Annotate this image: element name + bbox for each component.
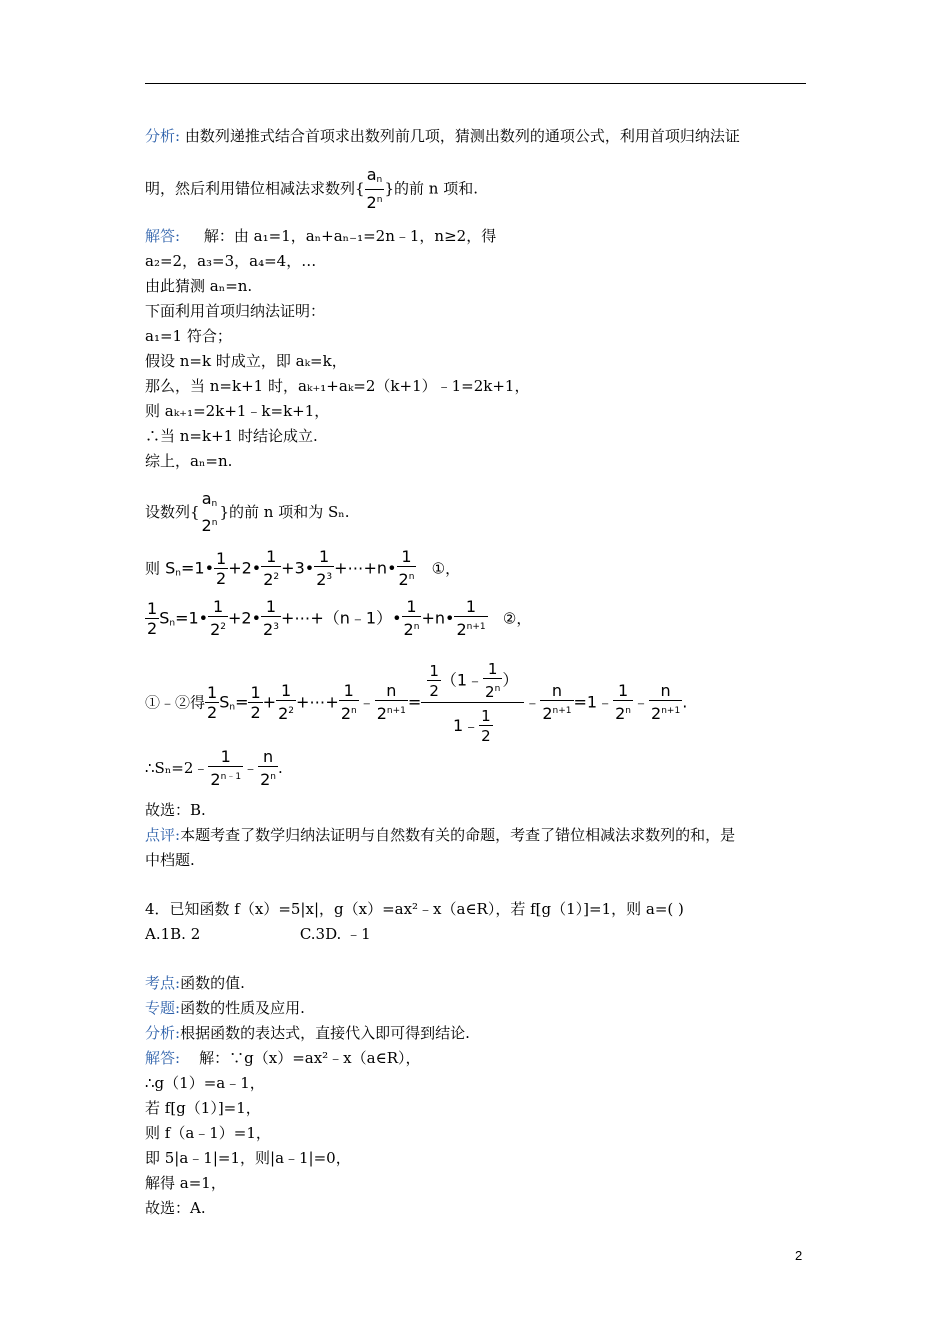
options-cd: C.3D. ﹣1 xyxy=(299,925,371,943)
zhuanti-line xyxy=(145,998,305,1018)
solution-text-10: 综上，aₙ=n. xyxy=(145,452,233,470)
page-number: 2 xyxy=(795,1248,803,1263)
solution-2-text-1: 解：∵g（x）=ax²﹣x（a∈R）， xyxy=(199,1049,421,1067)
analysis-line-2 xyxy=(145,166,478,213)
solution-tag: 解答: xyxy=(145,227,181,245)
solution-2-text-6: 解得 a=1， xyxy=(145,1174,226,1192)
solution-2-text-2: ∴g（1）=a﹣1， xyxy=(145,1074,265,1092)
analysis-2-text: 根据函数的表达式，直接代入即可得到结论. xyxy=(180,1024,470,1042)
analysis-text-2a: 明，然后利用错位相减法求数列{ xyxy=(145,179,365,198)
eq1-prefix: 则 xyxy=(145,559,161,578)
solution-text-11 xyxy=(145,490,350,536)
solution-2-text-5: 即 5|a﹣1|=1，则|a﹣1|=0， xyxy=(145,1149,351,1167)
solution-2-text-7: 故选：A. xyxy=(145,1199,206,1217)
equation-1: 则 $S_n=1•$ $\frac{1}{2}$ +2• $\frac{1}{2^2}$ +3• $\frac{1}{2^3}$ +⋯+n• $\frac{1}{2^n}$ ①， xyxy=(145,547,461,589)
analysis-tag: 分析: xyxy=(145,127,181,145)
solution-text-6: 假设 n=k 时成立，即 aₖ=k， xyxy=(145,352,347,370)
equation-3: ①﹣②得 $\frac{1}{2}$ $S_n=$ $\frac{1}{2}$ + $\frac{1}{2^2}$ +⋯+ $\frac{1}{2^n}$ ﹣ $\frac{n}{2^{n+1}}$ = $\frac{1}{2}$ （1﹣ $\frac{1}{2^n}$ ） 1﹣ $\frac{1}{2}$ ﹣ $\frac{n}{2^{n+1}}$ =1﹣ $\frac{1}{2^n}$ ﹣ $\frac{n}{2^{n+1}}$ . xyxy=(145,660,688,745)
solution-text-8: 则 aₖ₊₁=2k+1﹣k=k+1， xyxy=(145,402,330,420)
fraction-an-over-2n: $\frac{a_n}{2^n}$ xyxy=(366,165,383,212)
solution-2-line-1 xyxy=(145,1048,421,1068)
zhuanti-tag: 专题: xyxy=(145,999,181,1017)
fraction-an-over-2n-2: $a_n$ 2$^n$ xyxy=(201,489,218,535)
question-4-stem: 4．已知函数 f（x）=5|x|，g（x）=ax²﹣x（a∈R），若 f[g（1）]=1，则 a=( ) xyxy=(145,900,684,918)
solution-text-7: 那么，当 n=k+1 时，aₖ₊₁+aₖ=2（k+1）﹣1=2k+1， xyxy=(145,377,530,395)
solution-2-text-3: 若 f[g（1）]=1， xyxy=(145,1099,261,1117)
equation-2: $\frac{1}{2}$ $S_n=1•$ $\frac{1}{2^2}$ +2• $\frac{1}{2^3}$ +⋯+（n﹣1）• $\frac{1}{2^n}$ +n• $\frac{1}{2^{n+1}}$ ②， xyxy=(147,597,532,639)
solution-text-2: a₂=2，a₃=3，a₄=4，… xyxy=(145,252,317,270)
kaodian-line xyxy=(145,973,245,993)
sum-intro-b: }的前 n 项和为 Sₙ. xyxy=(219,503,350,521)
kaodian-tag: 考点: xyxy=(145,974,181,992)
header-rule xyxy=(145,83,806,84)
analysis-2-line xyxy=(145,1023,470,1043)
question-4-options xyxy=(145,924,371,944)
comment-text-1: 本题考查了数学归纳法证明与自然数有关的命题，考查了错位相减法求数列的和，是 xyxy=(180,826,736,844)
solution-line-1 xyxy=(145,226,496,246)
solution-text-4: 下面利用首项归纳法证明： xyxy=(145,302,326,320)
solution-text-9: ∴当 n=k+1 时结论成立. xyxy=(145,427,318,445)
result-prefix: ∴Sₙ=2﹣ xyxy=(145,759,209,777)
analysis-line-1 xyxy=(145,126,740,146)
eq1-mark: ①， xyxy=(431,559,461,578)
analysis-text-2b: }的前 n 项和. xyxy=(384,179,478,198)
analysis-text-1: 由数列递推式结合首项求出数列前几项，猜测出数列的通项公式，利用首项归纳法证 xyxy=(184,127,740,145)
analysis-2-tag: 分析: xyxy=(145,1024,181,1042)
eq3-prefix: ①﹣②得 xyxy=(145,693,206,712)
eq2-mark: ②， xyxy=(502,609,532,628)
solution-2-text-4: 则 f（a﹣1）=1， xyxy=(145,1124,271,1142)
choice-line-1: 故选：B. xyxy=(145,801,206,819)
comment-line-1 xyxy=(145,825,735,845)
result-line: ∴Sₙ=2﹣ $\frac{1}{2^{n﹣1}}$ ﹣ $\frac{n}{2^n}$ . xyxy=(145,747,283,789)
solution-text-5: a₁=1 符合； xyxy=(145,327,232,345)
comment-text-2: 中档题. xyxy=(145,851,195,869)
kaodian-text: 函数的值. xyxy=(180,974,245,992)
solution-2-tag: 解答: xyxy=(145,1049,181,1067)
comment-tag: 点评: xyxy=(145,826,181,844)
options-ab: A.1B. 2 xyxy=(145,925,201,943)
solution-text-1: 解：由 a₁=1，aₙ+aₙ₋₁=2n﹣1，n≥2，得 xyxy=(203,227,497,245)
sum-intro-a: 设数列{ xyxy=(145,503,200,521)
zhuanti-text: 函数的性质及应用. xyxy=(180,999,305,1017)
solution-text-3: 由此猜测 aₙ=n. xyxy=(145,277,253,295)
